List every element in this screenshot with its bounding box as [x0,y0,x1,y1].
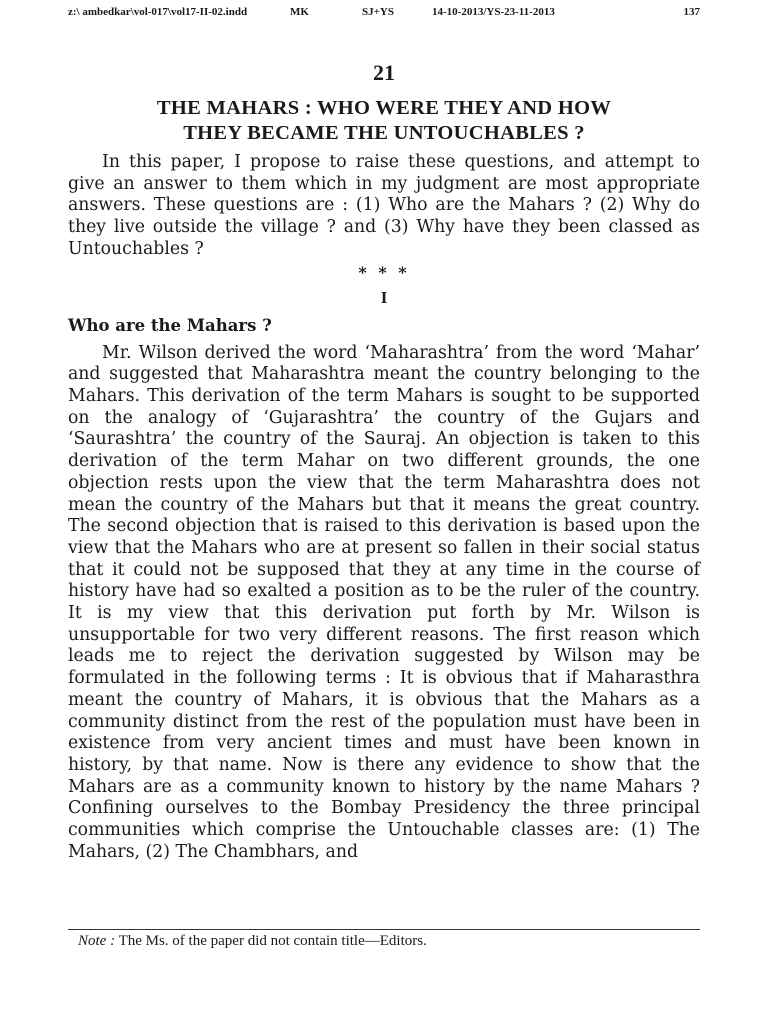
header-initials: MK [290,6,309,18]
page-header [68,4,700,20]
footnote-rule [68,929,700,930]
intro-paragraph: In this paper, I propose to raise these questions, and attempt to give an answer to them which in my judgment are most appropriate answers. These questions are : (1) Who are the Mahars ? (2) Why do they live outside the village ? and (3) Why have they been classed as Untouchables ? [68,152,700,259]
footnote-text: The Ms. of the paper did not contain title—Editors. [118,933,427,949]
chapter-number: 21 [373,60,395,85]
footnote-label: Note : [78,933,116,949]
title-line-2: THEY BECAME THE UNTOUCHABLES ? [183,122,585,144]
file-path: z:\ ambedkar\vol-017\vol17-II-02.indd [68,6,248,18]
header-editors: SJ+YS [362,6,394,18]
footnote [78,933,427,950]
section-divider: * * * [358,262,410,282]
page-number: 137 [683,6,700,18]
body-text [68,152,700,864]
page-title [60,96,708,146]
body-paragraph: Mr. Wilson derived the word ‘Maharashtra’ from the word ‘Mahar’ and suggested that Maharashtra meant the country belonging to the Mahars. This derivation of the term Mahars is sought to be supported on the analogy of ‘Gujarashtra’ the country of the Gujars and ‘Saurashtra’ the country of the Sauraj. An objection is taken to this derivation of the term Mahar on two different grounds, the one objection rests upon the view that the term Maharashtra does not mean the country of the Mahars but that it means the great country. The second objection that is raised to this derivation is based upon the view that the Mahars who are at present so fallen in their social status that it could not be supposed that they at any time in the course of history have had so exalted a position as to be the ruler of the country. It is my view that this derivation put forth by Mr. Wilson is unsupportable for two very different reasons. The first reason which leads me to reject the derivation suggested by Wilson may be formulated in the following terms : It is obvious that if Maharasthra meant the country of Mahars, it is obvious that the Mahars as a community distinct from the rest of the population must have been in existence from very ancient times and must have been known in history, by that name. Now is there any evidence to show that the Mahars are as a community known to history by the name Mahars ? Confining ourselves to the Bombay Presidency the three principal communities which comprise the Untouchable classes are: (1) The Mahars, (2) The Chambhars, and [68,342,700,862]
title-line-1: THE MAHARS : WHO WERE THEY AND HOW [156,97,612,119]
section-heading: Who are the Mahars ? [68,315,272,335]
header-date: 14-10-2013/YS-23-11-2013 [432,6,555,18]
section-numeral: I [380,288,388,308]
